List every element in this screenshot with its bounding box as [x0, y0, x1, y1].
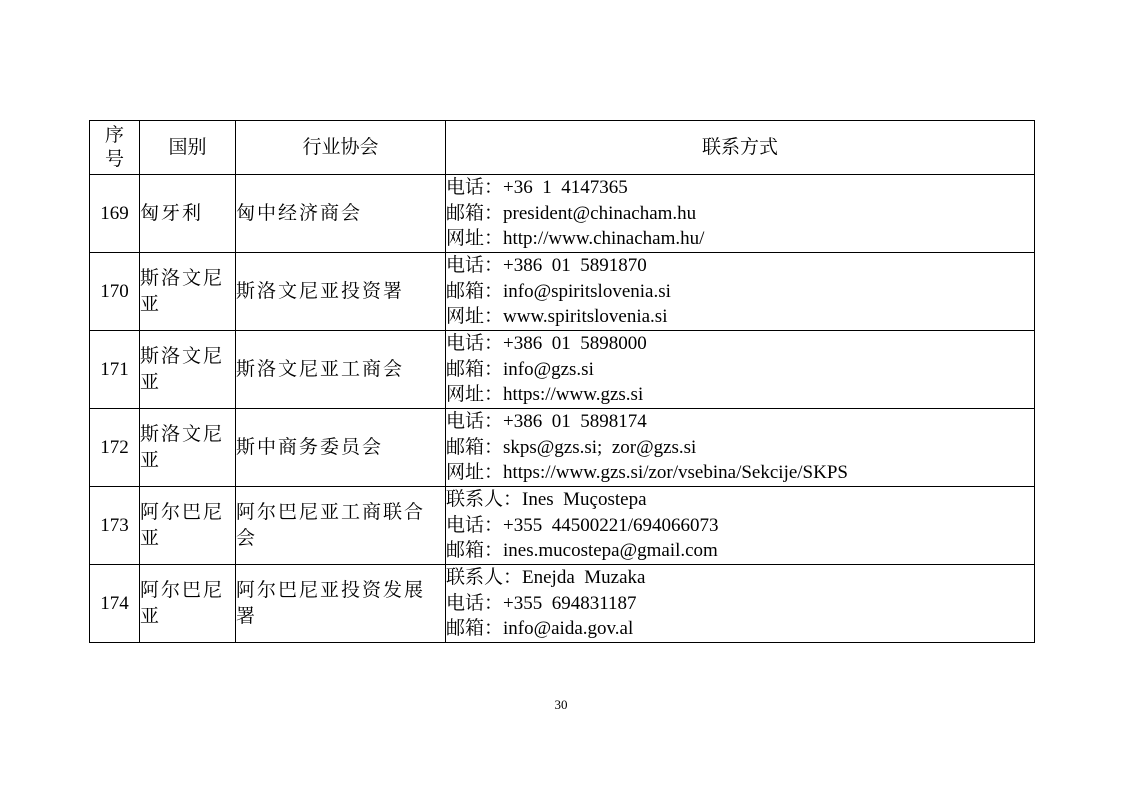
contact-line: 网址：www.spiritslovenia.si: [446, 306, 668, 328]
row-association: 斯洛文尼亚投资署: [236, 253, 446, 331]
row-number: 172: [90, 409, 140, 487]
header-contact: 联系方式: [446, 121, 1035, 175]
contact-line: 邮箱：info@gzs.si: [446, 358, 594, 380]
row-association: 阿尔巴尼亚工商联合会: [236, 487, 446, 565]
header-row: [90, 121, 1035, 175]
table-row: [90, 253, 1035, 331]
row-number: 171: [90, 331, 140, 409]
contact-line: 邮箱：ines.mucostepa@gmail.com: [446, 540, 718, 562]
row-association: 阿尔巴尼亚投资发展署: [236, 565, 446, 643]
contact-line: 电话：+386 01 5898174: [446, 411, 647, 433]
row-country: 阿尔巴尼亚: [140, 487, 236, 565]
row-number: 174: [90, 565, 140, 643]
row-association: 斯中商务委员会: [236, 409, 446, 487]
row-contact: [446, 331, 1035, 409]
row-country: 斯洛文尼亚: [140, 331, 236, 409]
contact-line: 邮箱：info@aida.gov.al: [446, 618, 634, 640]
contact-line: 邮箱：president@chinacham.hu: [446, 202, 697, 224]
row-country: 斯洛文尼亚: [140, 253, 236, 331]
row-association: 斯洛文尼亚工商会: [236, 331, 446, 409]
contact-line: 邮箱：info@spiritslovenia.si: [446, 280, 671, 302]
row-association: 匈中经济商会: [236, 175, 446, 253]
header-number: [90, 121, 140, 175]
table-row: [90, 331, 1035, 409]
row-number: 169: [90, 175, 140, 253]
contact-line: 网址：https://www.gzs.si/zor/vsebina/Sekcije/SKPS: [446, 462, 848, 484]
page-number: 30: [554, 697, 568, 712]
contact-line: 电话：+355 44500221/694066073: [446, 514, 719, 536]
table-row: [90, 175, 1035, 253]
contact-line: 电话：+355 694831187: [446, 592, 637, 614]
table-row: [90, 409, 1035, 487]
row-contact: [446, 253, 1035, 331]
header-association: 行业协会: [236, 121, 446, 175]
row-contact: [446, 565, 1035, 643]
header-number-top: 序: [104, 124, 124, 146]
table-row: [90, 487, 1035, 565]
contact-line: 网址：http://www.chinacham.hu/: [446, 228, 705, 250]
table-row: [90, 565, 1035, 643]
row-contact: [446, 175, 1035, 253]
contact-line: 联系人：Ines Muçostepa: [446, 489, 647, 511]
row-country: 匈牙利: [140, 175, 236, 253]
contacts-table: [89, 120, 1035, 643]
contact-line: 电话：+36 1 4147365: [446, 177, 628, 199]
header-number-bottom: 号: [104, 148, 124, 170]
header-country: 国别: [140, 121, 236, 175]
row-country: 阿尔巴尼亚: [140, 565, 236, 643]
contact-line: 邮箱：skps@gzs.si; zor@gzs.si: [446, 436, 697, 458]
row-country: 斯洛文尼亚: [140, 409, 236, 487]
contact-line: 电话：+386 01 5898000: [446, 333, 647, 355]
contact-line: 电话：+386 01 5891870: [446, 255, 647, 277]
row-contact: [446, 409, 1035, 487]
contact-line: 网址：https://www.gzs.si: [446, 384, 644, 406]
row-contact: [446, 487, 1035, 565]
row-number: 173: [90, 487, 140, 565]
row-number: 170: [90, 253, 140, 331]
contact-line: 联系人：Enejda Muzaka: [446, 567, 646, 589]
